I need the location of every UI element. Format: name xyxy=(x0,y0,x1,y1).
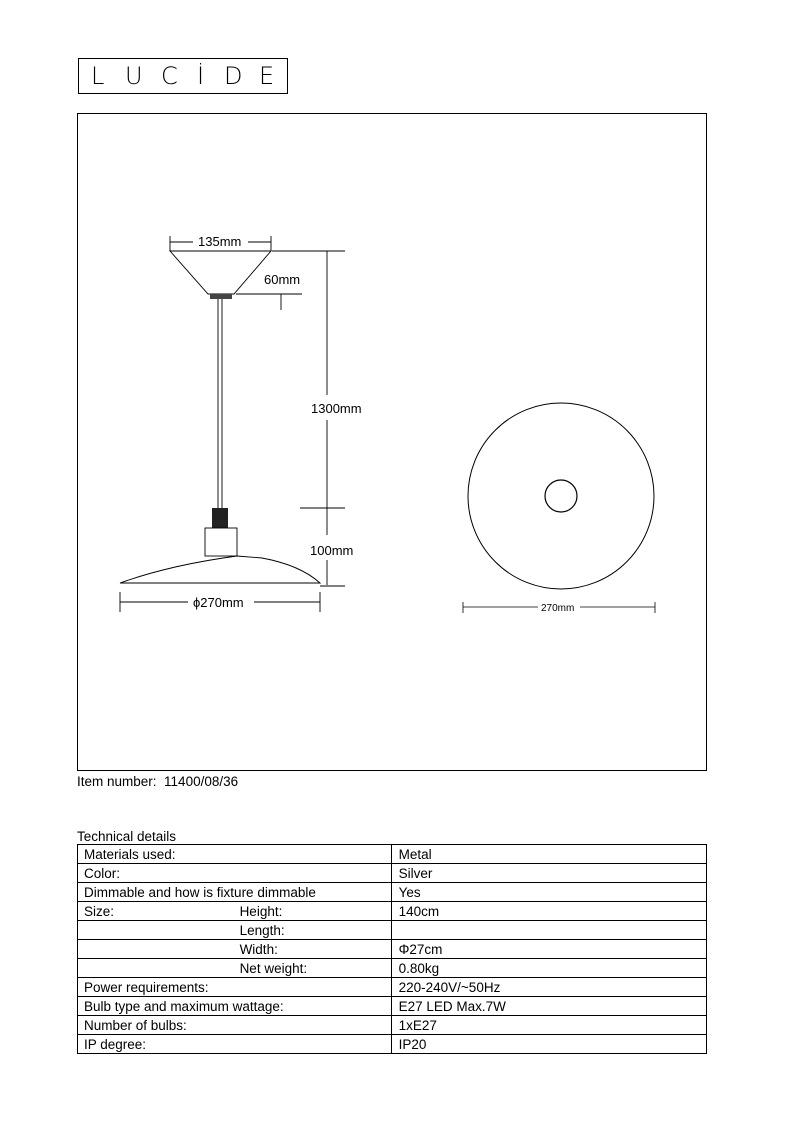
dim-top-view-diameter: 270mm xyxy=(541,603,575,614)
canopy-shape xyxy=(170,251,271,294)
table-row xyxy=(78,921,707,940)
row-sublabel xyxy=(228,864,392,883)
row-sublabel: Net weight: xyxy=(228,959,392,978)
row-label: Size: xyxy=(78,902,228,921)
row-label: Color: xyxy=(78,864,228,883)
canopy-fixing xyxy=(210,294,232,299)
top-view-inner-circle xyxy=(545,480,577,512)
row-label: Power requirements: xyxy=(78,978,392,997)
table-row xyxy=(78,978,707,997)
logo-letter: L xyxy=(91,62,105,90)
table-row xyxy=(78,883,707,902)
table-row xyxy=(78,1016,707,1035)
technical-details-title: Technical details xyxy=(77,829,177,844)
item-number-label: Item number: xyxy=(77,774,157,789)
row-label xyxy=(78,959,228,978)
row-label: Dimmable and how is fixture dimmable xyxy=(78,883,392,902)
table-row xyxy=(78,864,707,883)
row-value xyxy=(391,921,706,940)
logo-letter: D xyxy=(224,62,243,90)
row-value: Silver xyxy=(391,864,706,883)
row-value: 140cm xyxy=(391,902,706,921)
logo-letter: C xyxy=(161,62,178,90)
row-label: IP degree: xyxy=(78,1035,392,1054)
row-value: 220-240V/~50Hz xyxy=(391,978,706,997)
row-sublabel: Width: xyxy=(228,940,392,959)
dim-canopy-width: 135mm xyxy=(198,234,242,249)
top-view xyxy=(463,403,655,613)
row-label: Materials used: xyxy=(78,845,228,864)
dim-canopy-height: 60mm xyxy=(264,272,301,287)
row-sublabel xyxy=(228,845,392,864)
logo-letter: İ xyxy=(197,62,205,90)
logo-letter: U xyxy=(125,62,143,90)
row-value: 1xE27 xyxy=(391,1016,706,1035)
row-value: 0.80kg xyxy=(391,959,706,978)
technical-details-table xyxy=(77,844,707,1054)
table-row xyxy=(78,1035,707,1054)
logo-letter: E xyxy=(259,62,275,90)
row-label: Bulb type and maximum wattage: xyxy=(78,997,392,1016)
table-row xyxy=(78,845,707,864)
table-row xyxy=(78,940,707,959)
row-value: IP20 xyxy=(391,1035,706,1054)
row-value: Yes xyxy=(391,883,706,902)
row-value: Metal xyxy=(391,845,706,864)
row-value: E27 LED Max.7W xyxy=(391,997,706,1016)
top-view-outer-circle xyxy=(468,403,654,589)
item-number-value: 11400/08/36 xyxy=(164,774,239,789)
shade-shape xyxy=(120,556,320,583)
row-sublabel: Height: xyxy=(228,902,392,921)
row-value: Φ27cm xyxy=(391,940,706,959)
dim-shade-height: 100mm xyxy=(310,543,354,558)
dim-shade-diameter: ϕ270mm xyxy=(193,595,244,610)
table-row xyxy=(78,902,707,921)
lamp-socket xyxy=(205,528,237,556)
item-number xyxy=(77,774,238,789)
row-label xyxy=(78,940,228,959)
table-row xyxy=(78,959,707,978)
table-row xyxy=(78,997,707,1016)
row-label xyxy=(78,921,228,940)
dim-cord-length: 1300mm xyxy=(311,401,362,416)
lamp-holder xyxy=(212,508,228,528)
row-label: Number of bulbs: xyxy=(78,1016,392,1035)
row-sublabel: Length: xyxy=(228,921,392,940)
